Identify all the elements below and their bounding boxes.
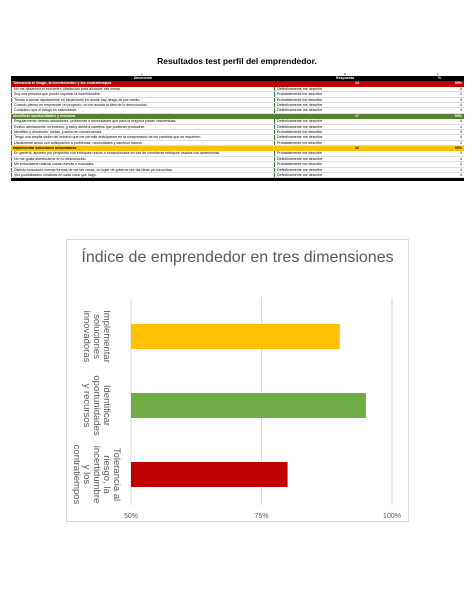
item-response: Probablemente me describe [277, 140, 322, 145]
item-statement: Cuando pienso en emprender un proyecto, no me asusta la idea de lo desconocido. [11, 103, 275, 107]
item-response: Definitivamente me describe [277, 124, 323, 129]
item-score: 4 [460, 119, 462, 124]
item-statement: Disfruto buscando nuevas formas de ver las cosas, en lugar de guiarme por las ideas ya conocidas. [11, 168, 275, 172]
item-response: Definitivamente me describe [277, 86, 323, 91]
chart-title: Índice de emprendedor en tres dimensiones [81, 249, 394, 266]
x-tick-label: 50% [123, 513, 139, 520]
item-response: Definitivamente me describe [277, 102, 323, 107]
item-statement: Soy una persona que puede soportar la incertidumbre. [11, 92, 275, 96]
category-label-text: Tolerancia alriesgo, laincertidumbrey loscontratiempos [71, 444, 122, 505]
item-response: Definitivamente me describe [277, 156, 323, 161]
item-statement: Evalúo atentamente mi entorno, y estoy alerta a cambios que pudieran producirse. [11, 125, 275, 129]
item-score: 3 [460, 129, 462, 134]
x-tick-label: 75% [254, 513, 269, 520]
category-label-text: Implementarsolucionesinnovadoras [81, 310, 112, 363]
item-statement: Identifico y desarrollo: metas, y actúo en consecuencia. [11, 130, 275, 134]
item-score: 3 [460, 151, 462, 156]
x-tick-label: 100% [383, 513, 401, 520]
item-response: Definitivamente me describe [277, 119, 323, 124]
column-letter-b: B [344, 72, 347, 76]
bar [131, 324, 340, 349]
item-response: Probablemente me describe [277, 97, 322, 102]
item-response: Definitivamente me describe [277, 108, 323, 113]
item-statement: Regularmente detecto situaciones, problemas o necesidades que para la mayoría pasan inadvertidas. [11, 119, 275, 123]
item-score: 4 [460, 167, 462, 172]
bar-chart [67, 240, 410, 523]
page-title: Resultados test perfil del emprendedor. [157, 56, 317, 66]
item-statement: Me entusiasma realizar cosas nuevas e inusuales. [11, 162, 275, 166]
column-letter-a: A [141, 72, 144, 76]
item-score: 4 [460, 86, 462, 91]
category-label [71, 445, 122, 505]
table-bottom-border [11, 178, 464, 181]
item-statement: Usualmente actúo con anticipación a problemas, necesidades y cambios futuros. [11, 141, 275, 145]
dimension-percent: 95% [454, 113, 462, 118]
dimension-total: 17 [355, 113, 359, 118]
item-score: 4 [460, 108, 462, 113]
item-response: Definitivamente me describe [277, 173, 323, 178]
item-response: Probablemente me describe [277, 92, 322, 97]
dimension-total: 14 [355, 81, 359, 86]
header-percent: % [437, 76, 442, 80]
item-statement: Tiendo a actuar rápidamente en situaciones en donde hay riesgo de por medio. [11, 98, 275, 102]
item-score: 3 [460, 140, 462, 145]
column-letter-c: C [437, 72, 440, 76]
item-response: Definitivamente me describe [277, 135, 323, 140]
item-statement: Tengo una amplia visión del entorno que me permite anticiparme en la comprensión de los cambios que se requieren. [11, 135, 275, 139]
item-statement: No me gusta aventurarme en lo desconocido. [11, 157, 275, 161]
dimension-percent: 90% [454, 146, 462, 151]
item-score: 4 [460, 173, 462, 178]
category-label [81, 375, 112, 435]
dimension-name: Tolerancia al riesgo, la incertidumbre y los contratiempos [13, 81, 112, 86]
item-response: Probablemente me describe [277, 129, 322, 134]
dimension-percent: 80% [454, 81, 462, 86]
item-score: 3 [460, 162, 462, 167]
spreadsheet-table [11, 72, 464, 181]
chart-container [66, 239, 409, 522]
item-response: Probablemente me describe [277, 151, 322, 156]
column-letters [11, 72, 464, 76]
item-score: 4 [460, 124, 462, 129]
category-label [81, 310, 112, 363]
item-statement: Veo posibilidades creativas en cada cosa que hago. [11, 173, 275, 177]
item-response: Probablemente me describe [277, 162, 322, 167]
item-statement: En general, apuesto por proyectos con enfoques únicos o excepcionales en vez de considerar enfoques usados con anterioridad. [11, 151, 275, 155]
item-statement: No me desanimo si encuentro obstáculos para alcanzar mis metas. [11, 87, 275, 91]
item-score: 2 [460, 92, 462, 97]
item-score: 4 [460, 135, 462, 140]
item-score: 4 [460, 156, 462, 161]
header-dimension: Dimensión [133, 76, 153, 80]
header-response: Respuesta [335, 76, 355, 80]
item-score: 3 [460, 97, 462, 102]
dimension-name: Implementar soluciones innovadoras [13, 146, 77, 151]
dimension-total: 16 [355, 146, 359, 151]
bar [131, 462, 288, 487]
item-score: 4 [460, 102, 462, 107]
category-label-text: Identificaroportunidadesy recursos [81, 375, 112, 436]
bar [131, 393, 366, 418]
dimension-name: Identificar oportunidades y recursos [13, 113, 76, 118]
item-statement: Considero que el riesgo es estimulante. [11, 108, 275, 112]
item-response: Definitivamente me describe [277, 167, 323, 172]
